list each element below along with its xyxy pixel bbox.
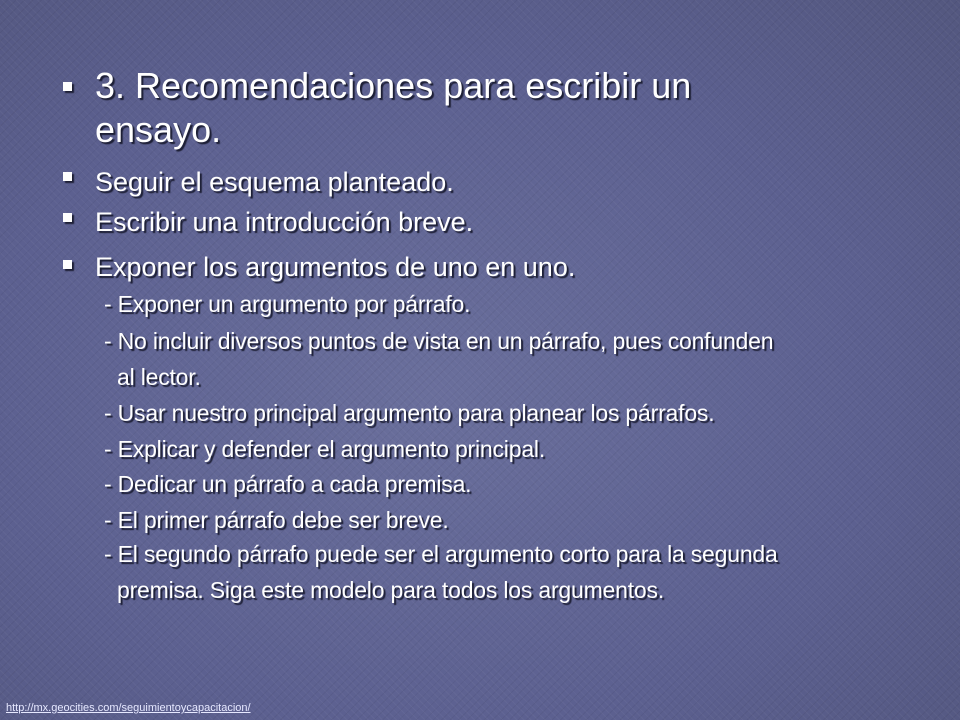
source-link[interactable]: http://mx.geocities.com/seguimientoycapacitacion/ — [6, 702, 251, 714]
square-bullet-icon — [63, 82, 72, 91]
square-bullet-icon — [63, 260, 72, 269]
sub-line: - Usar nuestro principal argumento para planear los párrafos. — [104, 400, 715, 426]
sub-line: - Dedicar un párrafo a cada premisa. — [104, 471, 472, 497]
slide-title-line-2: ensayo. — [95, 109, 222, 150]
sub-line: - El primer párrafo debe ser breve. — [104, 507, 449, 533]
sub-line: al lector. — [117, 364, 201, 390]
bullet-item: Escribir una introducción breve. — [95, 207, 474, 237]
slide-title-line-1: 3. Recomendaciones para escribir un — [95, 65, 692, 106]
bullet-item: Exponer los argumentos de uno en uno. — [95, 252, 576, 282]
sub-line: - Explicar y defender el argumento principal. — [104, 436, 546, 462]
bullet-item: Seguir el esquema planteado. — [95, 167, 454, 197]
square-bullet-icon — [63, 213, 72, 222]
sub-line: - Exponer un argumento por párrafo. — [104, 291, 471, 317]
sub-line: - El segundo párrafo puede ser el argumento corto para la segunda — [104, 541, 778, 567]
square-bullet-icon — [63, 172, 72, 181]
sub-line: premisa. Siga este modelo para todos los argumentos. — [117, 577, 665, 603]
sub-line: - No incluir diversos puntos de vista en un párrafo, pues confunden — [104, 328, 774, 354]
